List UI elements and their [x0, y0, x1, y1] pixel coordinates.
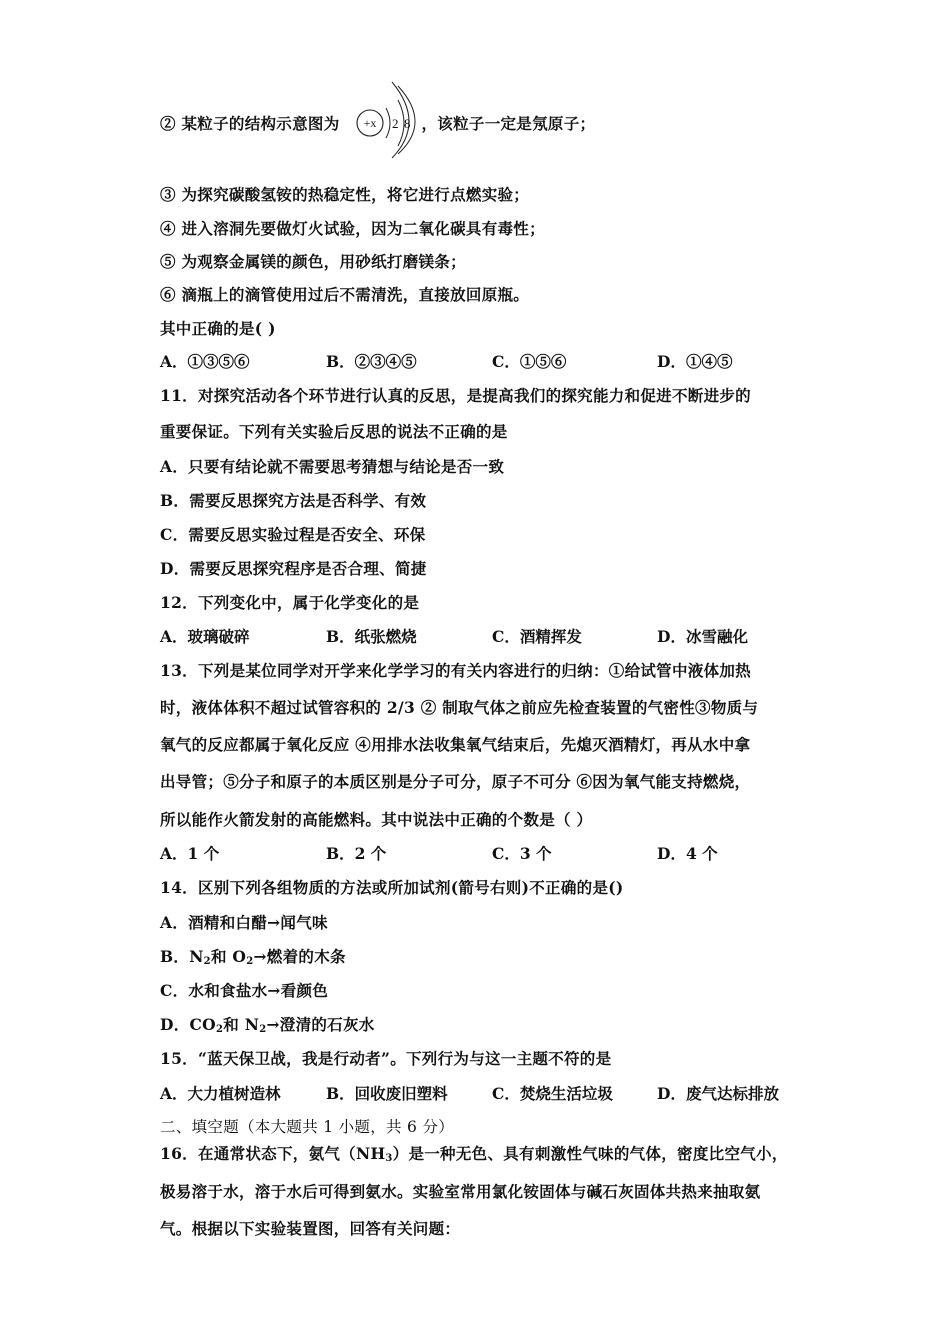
q13-stem-line-2: 时，液体体积不超过试管容积的 2/3 ② 制取气体之前应先检查装置的气密性③物质与: [160, 698, 759, 717]
q13-option-a: A．1 个: [160, 844, 220, 863]
shell-2-count: 8: [404, 116, 411, 131]
q12-option-b: B．纸张燃烧: [326, 627, 417, 646]
q16-stem-line-1: [160, 1144, 788, 1164]
q10-option-d: D．①④⑤: [657, 352, 733, 371]
q12-options: [160, 627, 840, 647]
q12-option-d: D．冰雪融化: [657, 627, 748, 646]
q10-item-6: ⑥ 滴瓶上的滴管使用过后不需清洗，直接放回原瓶。: [160, 285, 530, 304]
q14-option-b-sub-1: 2: [203, 956, 211, 967]
q14-option-b-sub-2: 2: [246, 956, 254, 967]
q13-option-b: B．2 个: [326, 844, 387, 863]
q11-stem-line-2: 重要保证。下列有关实验后反思的说法不正确的是: [160, 422, 508, 441]
q10-option-c: C．①⑤⑥: [492, 352, 567, 371]
q10-option-a: A．①③⑤⑥: [160, 352, 250, 371]
q15-option-d: D．废气达标排放: [657, 1084, 779, 1103]
q16-stem-line-2: 极易溶于水，溶于水后可得到氨水。实验室常用氯化铵固体与碱石灰固体共热来抽取氨: [160, 1182, 761, 1201]
q13-stem-line-3: 氧气的反应都属于氧化反应 ④用排水法收集氧气结束后，先熄灭酒精灯，再从水中拿: [160, 735, 751, 754]
q14-option-c: C．水和食盐水→看颜色: [160, 981, 329, 1000]
q13-stem-line-4: 出导管；⑤分子和原子的本质区别是分子可分，原子不可分 ⑥因为氧气能支持燃烧，: [160, 772, 751, 791]
q12-option-c: C．酒精挥发: [492, 627, 582, 646]
q10-item-5: ⑤ 为观察金属镁的颜色，用砂纸打磨镁条；: [160, 252, 466, 271]
q10-item-3: ③ 为探究碳酸氢铵的热稳定性，将它进行点燃实验；: [160, 185, 530, 204]
q16-sub-1: 3: [385, 1153, 393, 1164]
q14-option-b-part-2: 和 O: [210, 947, 247, 966]
q10-prompt: 其中正确的是( ): [160, 319, 276, 338]
q11-option-c: C．需要反思实验过程是否安全、环保: [160, 525, 426, 544]
section-2-heading: 二、填空题（本大题共 1 小题，共 6 分）: [160, 1118, 455, 1136]
q10-item-2-pre: ② 某粒子的结构示意图为: [160, 114, 340, 133]
atom-structure-diagram: [348, 78, 428, 162]
q16-part-2: ）是一种无色、具有刺激性气味的气体，密度比空气小，: [392, 1144, 788, 1163]
q14-option-b-part-3: →燃着的木条: [253, 947, 346, 966]
q11-option-b: B．需要反思探究方法是否科学、有效: [160, 491, 427, 510]
q14-option-d-part-1: D．CO: [160, 1015, 216, 1034]
q15-option-a: A．大力植树造林: [160, 1084, 281, 1103]
q12-option-a: A．玻璃破碎: [160, 627, 250, 646]
q10-option-b: B．②③④⑤: [326, 352, 417, 371]
q13-option-d: D．4 个: [657, 844, 718, 863]
q15-option-c: C．焚烧生活垃圾: [492, 1084, 613, 1103]
electron-shell-1: [386, 108, 390, 138]
q14-option-d-sub-2: 2: [259, 1024, 267, 1035]
q13-stem-line-1: 13．下列是某位同学对开学来化学学习的有关内容进行的归纳：①给试管中液体加热: [160, 661, 751, 680]
q14-option-d-sub-1: 2: [215, 1024, 224, 1035]
shell-1-count: 2: [392, 116, 399, 131]
q14-option-d-part-3: →澄清的石灰水: [266, 1015, 375, 1034]
q10-item-2-post: ，该粒子一定是氖原子；: [421, 114, 596, 133]
q14-option-d-part-2: 和 N: [223, 1015, 260, 1034]
q16-part-1: 16．在通常状态下，氨气（NH: [160, 1144, 386, 1163]
q14-option-b-part-1: B．N: [160, 947, 204, 966]
q13-options: [160, 844, 840, 864]
q15-option-b: B．回收废旧塑料: [326, 1084, 448, 1103]
nucleus-label: +x: [363, 116, 377, 130]
q15-options: [160, 1084, 840, 1104]
q11-option-d: D．需要反思探究程序是否合理、简捷: [160, 559, 427, 578]
q14-option-d: [160, 1015, 375, 1035]
q14-option-a: A．酒精和白醋→闻气味: [160, 913, 328, 932]
q11-stem-line-1: 11．对探究活动各个环节进行认真的反思，是提高我们的探究能力和促进不断进步的: [160, 386, 751, 405]
q14-stem: 14．区别下列各组物质的方法或所加试剂(箭号右则)不正确的是(): [160, 878, 624, 897]
q12-stem: 12．下列变化中，属于化学变化的是: [160, 593, 420, 612]
q15-stem: 15．“蓝天保卫战，我是行动者”。下列行为与这一主题不符的是: [160, 1049, 612, 1068]
q11-option-a: A．只要有结论就不需要思考猜想与结论是否一致: [160, 457, 505, 476]
q10-options: [160, 352, 840, 372]
q14-option-b: [160, 947, 346, 967]
q16-stem-line-3: 气。根据以下实验装置图，回答有关问题：: [160, 1219, 461, 1238]
q13-option-c: C．3 个: [492, 844, 552, 863]
q10-item-4: ④ 进入溶洞先要做灯火试验，因为二氧化碳具有毒性；: [160, 219, 545, 238]
q13-stem-line-5: 所以能作火箭发射的高能燃料。其中说法中正确的个数是（ ）: [160, 810, 593, 829]
